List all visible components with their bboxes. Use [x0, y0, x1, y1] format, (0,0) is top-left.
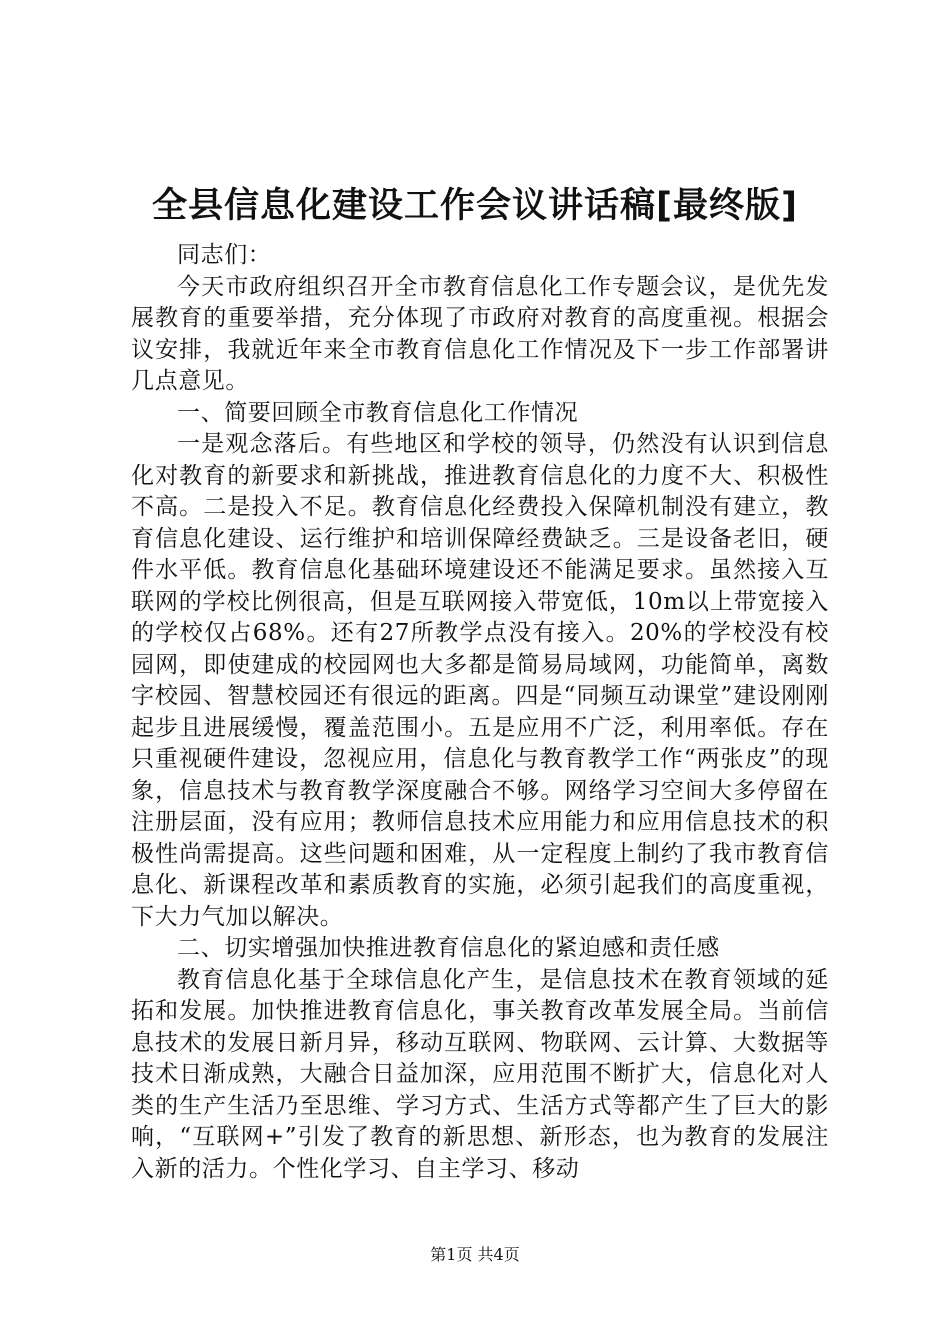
intro-paragraph: 今天市政府组织召开全市教育信息化工作专题会议，是优先发展教育的重要举措，充分体现了市政府对教育的高度重视。根据会议安排，我就近年来全市教育信息化工作情况及下一步工作部署讲几点意见。 — [131, 273, 829, 394]
section-2-heading: 二、切实增强加快推进教育信息化的紧迫感和责任感 — [177, 935, 720, 961]
document-body — [131, 240, 829, 1185]
section-1-heading: 一、简要回顾全市教育信息化工作情况 — [177, 399, 579, 426]
salutation: 同志们： — [177, 242, 272, 268]
document-title: 全县信息化建设工作会议讲话稿[最终版] — [152, 186, 798, 226]
section-2-paragraph: 教育信息化基于全球信息化产生，是信息技术在教育领域的延拓和发展。加快推进教育信息化，事关教育改革发展全局。当前信息技术的发展日新月异，移动互联网、物联网、云计算、大数据等技术日渐成熟，大融合日益加深，应用范围不断扩大，信息化对人类的生产生活乃至思维、学习方式、生活方式等都产生了巨大的影响，“互联网+”引发了教育的新思想、新形态，也为教育的发展注入新的活力。个性化学习、自主学习、移动 — [131, 966, 829, 1182]
section-1-paragraph: 一是观念落后。有些地区和学校的领导，仍然没有认识到信息化对教育的新要求和新挑战，推进教育信息化的力度不大、积极性不高。二是投入不足。教育信息化经费投入保障机制没有建立，教育信息化建设、运行维护和培训保障经费缺乏。三是设备老旧，硬件水平低。教育信息化基础环境建设还不能满足要求。虽然接入互联网的学校比例很高，但是互联网接入带宽低，10m以上带宽接入的学校仅占68%。还有27所教学点没有接入。20%的学校没有校园网，即使建成的校园网也大多都是简易局域网，功能简单，离数字校园、智慧校园还有很远的距离。四是“同频互动课堂”建设刚刚起步且进展缓慢，覆盖范围小。五是应用不广泛，利用率低。存在只重视硬件建设，忽视应用，信息化与教育教学工作“两张皮”的现象，信息技术与教育教学深度融合不够。网络学习空间大多停留在注册层面，没有应用；教师信息技术应用能力和应用信息技术的积极性尚需提高。这些问题和困难，从一定程度上制约了我市教育信息化、新课程改革和素质教育的实施，必须引起我们的高度重视，下大力气加以解决。 — [131, 431, 829, 930]
page-number: 第1页 共4页 — [430, 1245, 520, 1264]
